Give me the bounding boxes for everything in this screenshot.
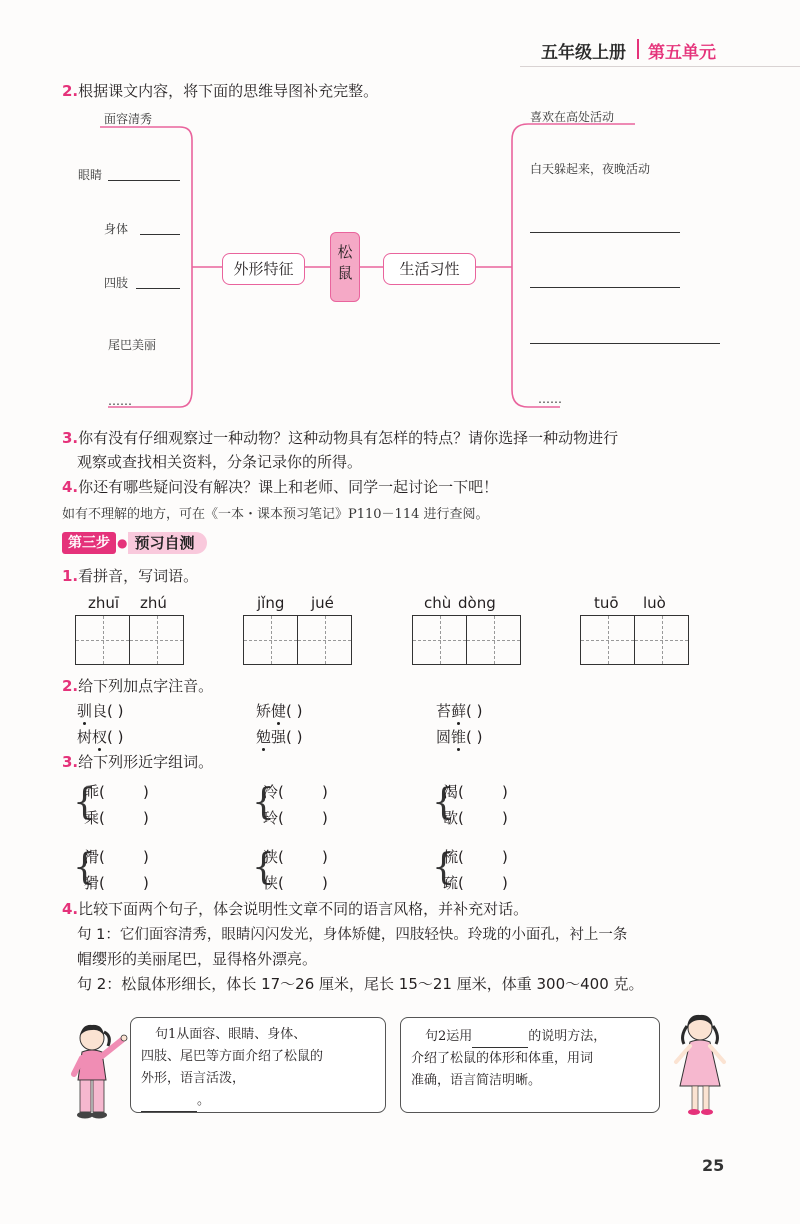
bubble-line-1: 句1从面容、眼睛、身体、 xyxy=(155,1027,307,1042)
question-number: 3. xyxy=(62,753,79,771)
left-item-ellipsis: …… xyxy=(108,394,132,408)
center-char-1: 松 xyxy=(337,243,353,261)
pinyin-item-2[interactable]: 矫健( ) xyxy=(256,702,303,720)
question-3-line2: 观察或查找相关资料，分条记录你的所得。 xyxy=(77,453,363,471)
brace-icon: { xyxy=(432,847,455,888)
sentence-1-line1: 句 1：它们面容清秀，眼睛闪闪发光，身体矫健，四肢轻快。玲珑的小面孔，衬上一条 xyxy=(77,927,628,943)
test-2 xyxy=(62,675,213,697)
answer-blank-right[interactable] xyxy=(472,1031,528,1048)
question-text-line1: 你有没有仔细观察过一种动物？这种动物具有怎样的特点？请你选择一种动物进行 xyxy=(78,429,619,447)
test-3 xyxy=(62,751,213,773)
pinyin-2b: jué xyxy=(311,594,334,612)
left-bracket xyxy=(100,127,192,407)
header-unit: 第五单元 xyxy=(648,43,716,63)
bubble-line-2: 介绍了松鼠的体形和体重，用词 xyxy=(411,1051,594,1066)
sentence-2: 句 2：松鼠体形细长，体长 17～26 厘米，尾长 15～21 厘米，体重 300～400 克。 xyxy=(77,975,644,993)
test-1 xyxy=(62,565,198,587)
question-text: 给下列形近字组词。 xyxy=(78,753,214,771)
brace-icon: { xyxy=(432,782,455,823)
step-3-header xyxy=(62,532,207,554)
pinyin-item-4[interactable]: 树杈( ) xyxy=(77,728,124,746)
question-text: 根据课文内容，将下面的思维导图补充完整。 xyxy=(78,82,379,100)
lookup-note: 如有不理解的地方，可在《一本・课本预习笔记》P110－114 进行查阅。 xyxy=(62,507,489,522)
question-4 xyxy=(62,476,498,498)
right-item-high: 喜欢在高处活动 xyxy=(530,110,615,124)
bubble-line-1: 句2运用 的说明方法， xyxy=(401,1018,659,1048)
blank-eyes[interactable] xyxy=(108,180,180,181)
pinyin-item-1[interactable]: 驯良( ) xyxy=(77,702,124,720)
step-dot-icon: ● xyxy=(117,536,128,550)
char-box-1[interactable] xyxy=(75,615,184,665)
brace-icon: { xyxy=(73,847,96,888)
pinyin-3b: dòng xyxy=(458,594,496,612)
center-squirrel xyxy=(330,232,360,302)
left-item-limbs: 四肢 xyxy=(104,276,129,290)
step-title: 预习自测 xyxy=(128,532,206,554)
answer-blank-left[interactable] xyxy=(141,1095,197,1112)
left-item-eyes: 眼睛 xyxy=(78,168,103,182)
blank-habit-3[interactable] xyxy=(530,343,720,344)
question-number: 4. xyxy=(62,478,79,496)
center-char-2: 鼠 xyxy=(337,264,353,282)
question-number: 2. xyxy=(62,677,79,695)
bubble-line-2: 四肢、尾巴等方面介绍了松鼠的 xyxy=(141,1049,324,1064)
bubble-line-3: 准确，语言简洁明晰。 xyxy=(411,1073,542,1088)
branch-appearance: 外形特征 xyxy=(222,253,305,285)
question-number: 3. xyxy=(62,429,79,447)
speech-bubble-right xyxy=(400,1017,660,1113)
question-text: 给下列加点字注音。 xyxy=(78,677,214,695)
branch-habits: 生活习性 xyxy=(383,253,476,285)
brace-icon: { xyxy=(252,847,275,888)
speech-bubble-left xyxy=(130,1017,386,1113)
blank-limbs[interactable] xyxy=(136,288,180,289)
char-box-4[interactable] xyxy=(580,615,689,665)
pinyin-1b: zhú xyxy=(140,594,167,612)
question-text: 你还有哪些疑问没有解决？课上和老师、同学一起讨论一下吧！ xyxy=(78,478,499,496)
brace-icon: { xyxy=(73,782,96,823)
right-item-ellipsis: …… xyxy=(538,392,562,406)
blank-body[interactable] xyxy=(140,234,180,235)
left-item-face: 面容清秀 xyxy=(104,112,153,126)
pinyin-4b: luò xyxy=(643,594,666,612)
char-box-3[interactable] xyxy=(412,615,521,665)
right-item-night: 白天躲起来，夜晚活动 xyxy=(530,162,651,176)
bubble-line-4: 。 xyxy=(131,1090,385,1112)
question-text: 看拼音，写词语。 xyxy=(78,567,199,585)
girl-right-illustration xyxy=(662,1006,737,1121)
question-3 xyxy=(62,427,762,449)
pinyin-4a: tuō xyxy=(594,594,619,612)
pinyin-1a: zhuī xyxy=(88,594,120,612)
pinyin-item-6[interactable]: 圆锥( ) xyxy=(436,728,483,746)
pinyin-2a: jǐng xyxy=(257,594,285,612)
pinyin-item-5[interactable]: 勉强( ) xyxy=(256,728,303,746)
bubble-line-3: 外形，语言活泼， xyxy=(141,1071,246,1086)
pinyin-3a: chù xyxy=(424,594,452,612)
blank-habit-1[interactable] xyxy=(530,232,680,233)
test-4 xyxy=(62,898,528,920)
header-grade: 五年级上册 xyxy=(541,43,626,63)
brace-icon: { xyxy=(252,782,275,823)
blank-habit-2[interactable] xyxy=(530,287,680,288)
question-number: 1. xyxy=(62,567,79,585)
pinyin-item-3[interactable]: 苔藓( ) xyxy=(436,702,483,720)
question-number: 4. xyxy=(62,900,79,918)
left-item-tail: 尾巴美丽 xyxy=(108,338,157,352)
question-text: 比较下面两个句子，体会说明性文章不同的语言风格，并补充对话。 xyxy=(78,900,529,918)
question-number: 2. xyxy=(62,82,79,100)
left-item-body: 身体 xyxy=(104,222,129,236)
step-badge: 第三步 xyxy=(62,532,116,554)
sentence-1-line2: 帽缨形的美丽尾巴，显得格外漂亮。 xyxy=(77,950,318,968)
char-box-2[interactable] xyxy=(243,615,352,665)
page-number: 25 xyxy=(702,1156,725,1175)
